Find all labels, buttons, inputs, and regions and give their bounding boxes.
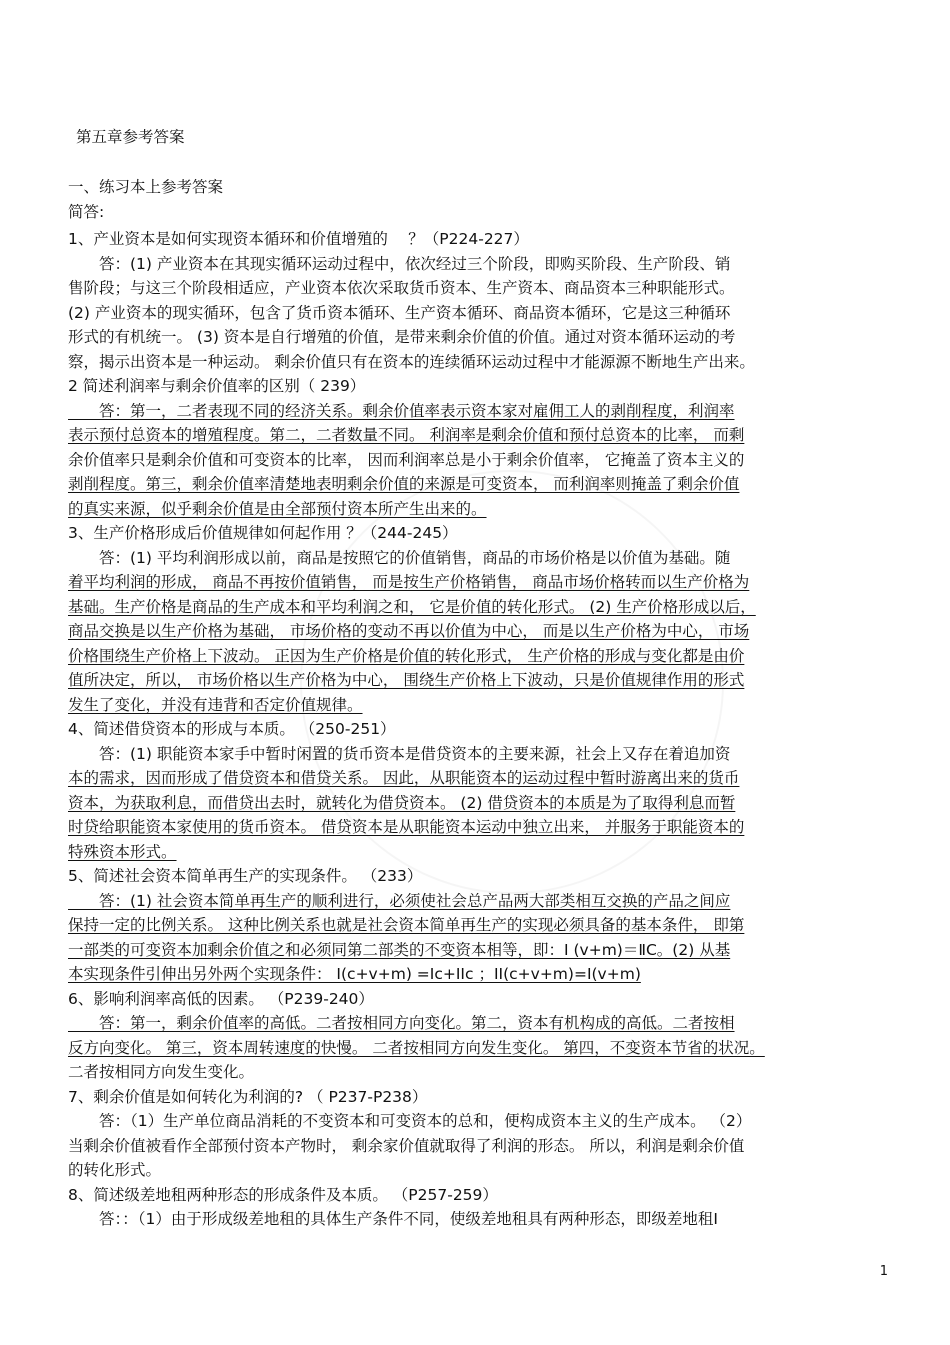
text-line: 本的需求，因而形成了借贷资本和借贷关系。 因此，从职能资本的运动过程中暂时游离出来的货币: [68, 769, 740, 787]
text-line: 2 简述利润率与剩余价值率的区别（ 239）: [68, 377, 366, 395]
text-line: 3、生产价格形成后价值规律如何起作用 ？（244-245）: [68, 524, 458, 542]
text-line: 8、简述级差地租两种形态的形成条件及本质。 （P257-259）: [68, 1185, 498, 1204]
text-line: 答：第一，二者表现不同的经济关系。剩余价值率表示资本家对雇佣工人的剥削程度，利润率: [68, 401, 735, 420]
text-line: 着平均利润的形成， 商品不再按价值销售， 而是按生产价格销售， 商品市场价格转而以生产价格为: [68, 573, 750, 591]
text-line: 5、简述社会资本简单再生产的实现条件。 （233）: [68, 867, 423, 885]
text-line: 当剩余价值被看作全部预付资本产物时， 剩余家价值就取得了利润的形态。 所以，利润是剩余价值: [68, 1136, 745, 1155]
text-line: 发生了变化，并没有违背和否定价值规律。: [68, 695, 363, 714]
text-line: 本实现条件引伸出另外两个实现条件： Ⅰ(c+v+m) =Ic+IIc ；II(c+v+m)=I(v+m): [68, 965, 641, 983]
text-line: 保持一定的比例关系。 这种比例关系也就是社会资本简单再生产的实现必须具备的基本条件， 即第: [68, 916, 745, 934]
text-line: 特殊资本形式。: [68, 842, 177, 861]
text-line: 1、产业资本是如何实现资本循环和价值增殖的 ？（P224-227）: [68, 230, 529, 248]
text-line: 答：(1) 职能资本家手中暂时闲置的货币资本是借贷资本的主要来源，社会上又存在着追加资: [68, 744, 731, 763]
text-line: 形式的有机统一。 (3) 资本是自行增殖的价值，是带来剩余价值的价值。通过对资本循环运动的考: [68, 328, 736, 346]
text-line: 答：(1) 平均利润形成以前，商品是按照它的价值销售，商品的市场价格是以价值为基础。随: [68, 548, 731, 567]
page-number: 1: [879, 1264, 888, 1279]
text-line: 答：(1) 社会资本简单再生产的顺利进行，必须使社会总产品两大部类相互交换的产品之间应: [68, 891, 731, 910]
text-line: 的转化形式。: [68, 1161, 162, 1179]
page-title: 第五章参考答案: [76, 128, 185, 146]
text-line: 答：（1）生产单位商品消耗的不变资本和可变资本的总和，便构成资本主义的生产成本。 （2）: [68, 1112, 752, 1130]
text-line: 7、剩余价值是如何转化为利润的? （ P237-P238）: [68, 1087, 428, 1106]
text-line: 答：(1) 产业资本在其现实循环运动过程中，依次经过三个阶段，即购买阶段、生产阶段、销: [68, 254, 731, 273]
text-line: 表示预付总资本的增殖程度。第二，二者数量不同。 利润率是剩余价值和预付总资本的比率， 而剩: [68, 426, 745, 444]
text-line: 察，揭示出资本是一种运动。 剩余价值只有在资本的连续循环运动过程中才能源源不断地生产出来。: [68, 352, 755, 371]
text-line: 一部类的可变资本加剩余价值之和必须同第二部类的不变资本相等，即：Ⅰ (v+m)＝ⅡC。(2) 从基: [68, 940, 731, 959]
text-line: 资本，为获取利息，而借贷出去时，就转化为借贷资本。 (2) 借贷资本的本质是为了取得利息而暂: [68, 793, 736, 812]
text-line: 时贷给职能资本家使用的货币资本。 借贷资本是从职能资本运动中独立出来， 并服务于职能资本的: [68, 818, 745, 836]
text-line: 价格围绕生产价格上下波动。 正因为生产价格是价值的转化形式， 生产价格的形成与变化都是由价: [68, 646, 745, 665]
text-line: 余价值率只是剩余价值和可变资本的比率， 因而利润率总是小于剩余价值率， 它掩盖了资本主义的: [68, 450, 745, 469]
text-line: 值所决定，所以， 市场价格以生产价格为中心， 围绕生产价格上下波动，只是价值规律作用的形式: [68, 671, 745, 689]
text-line: 商品交换是以生产价格为基础， 市场价格的变动不再以价值为中心， 而是以生产价格为中心， 市场: [68, 622, 750, 640]
subheading: 简答:: [68, 203, 105, 221]
text-line: 售阶段；与这三个阶段相适应，产业资本依次采取货币资本、生产资本、商品资本三种职能形式。: [68, 279, 735, 297]
text-line: 基础。生产价格是商品的生产成本和平均利润之和， 它是价值的转化形式。 (2) 生产价格形成以后，: [68, 597, 756, 616]
text-line: (2) 产业资本的现实循环，包含了货币资本循环、生产资本循环、商品资本循环，它是这三种循环: [68, 303, 731, 322]
text-line: 答：第一，剩余价值率的高低。二者按相同方向变化。第二，资本有机构成的高低。二者按相: [68, 1014, 735, 1032]
text-line: 答：：（1）由于形成级差地租的具体生产条件不同，使级差地租具有两种形态，即级差地租Ⅰ: [68, 1210, 718, 1228]
text-line: 4、简述借贷资本的形成与本质。 （250-251）: [68, 720, 396, 738]
section-heading: 一、练习本上参考答案: [68, 178, 224, 196]
text-line: 二者按相同方向发生变化。: [68, 1063, 255, 1081]
text-line: 反方向变化。 第三，资本周转速度的快慢。 二者按相同方向发生变化。 第四，不变资本节省的状况。: [68, 1038, 765, 1057]
text-line: 6、影响利润率高低的因素。 （P239-240）: [68, 989, 374, 1008]
text-line: 的真实来源，似乎剩余价值是由全部预付资本所产生出来的。: [68, 499, 487, 518]
text-line: 剥削程度。第三，剩余价值率清楚地表明剩余价值的来源是可变资本， 而利润率则掩盖了剩余价值: [68, 475, 740, 493]
